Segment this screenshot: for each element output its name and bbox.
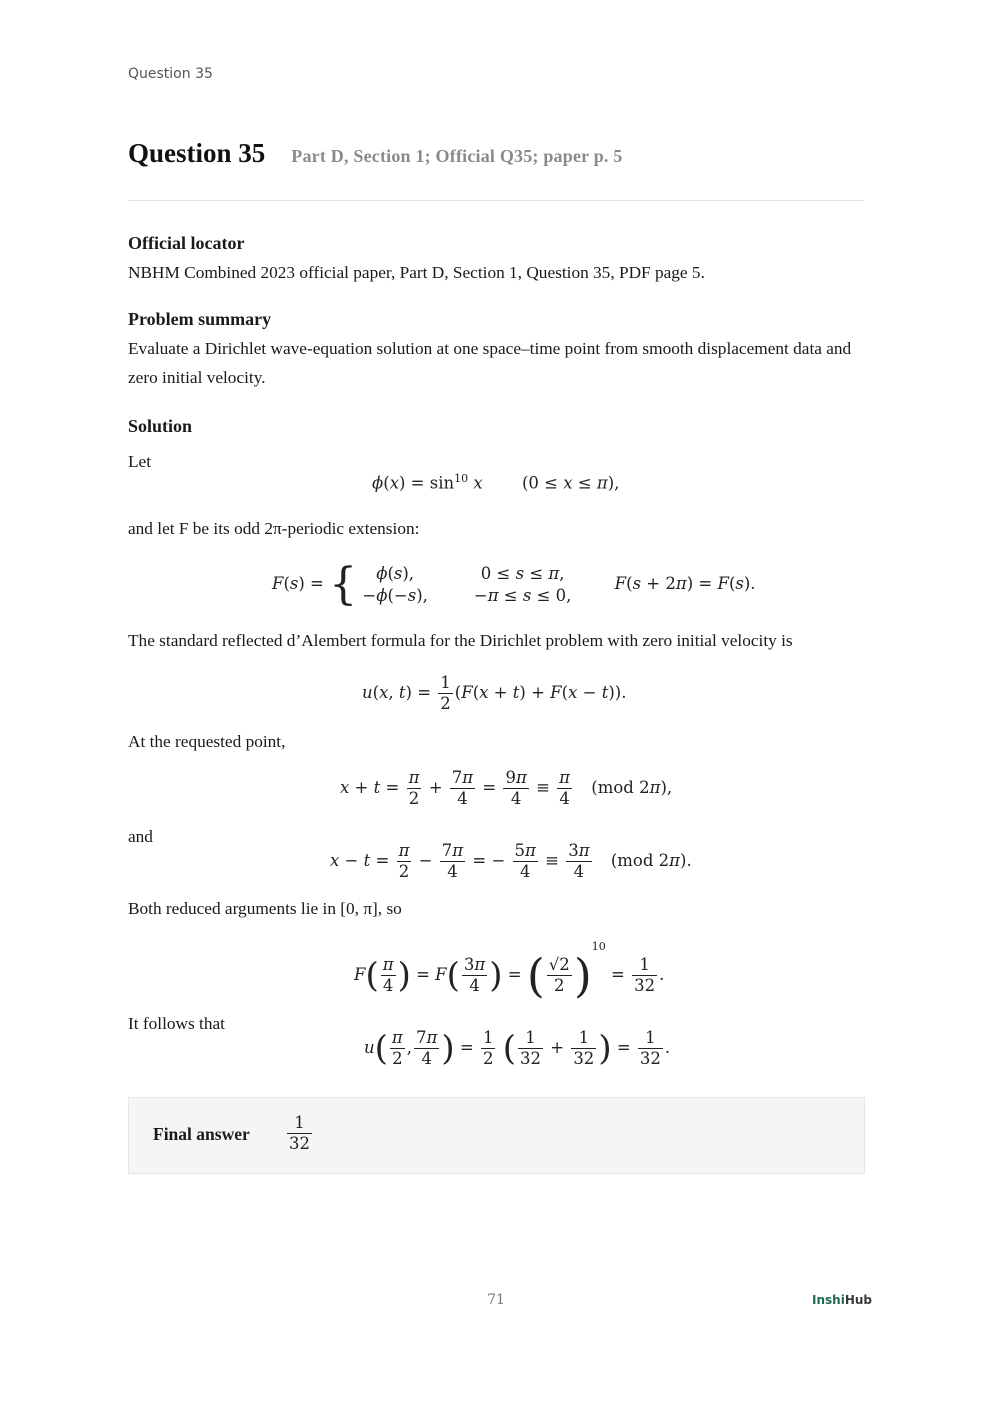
solution-let: Let xyxy=(128,452,152,471)
brand-logo xyxy=(812,1293,872,1307)
question-title xyxy=(128,138,623,169)
final-answer-denominator: 32 xyxy=(289,1134,310,1153)
final-answer-numerator: 1 xyxy=(287,1113,312,1134)
brand-logo-part-a: Inshi xyxy=(812,1293,845,1307)
title-main: Question 35 xyxy=(128,138,266,168)
solution-dalembert-text: The standard reflected d’Alembert formula for the Dirichlet problem with zero initial velocity is xyxy=(128,631,793,650)
equation-odd-extension: F(s) = { ϕ(s), 0 ≤ s ≤ π, −ϕ(−s), −π ≤ s ≤ 0, F(s + 2π) = F(s). xyxy=(272,559,756,610)
brand-logo-part-b: Hub xyxy=(844,1293,872,1307)
equation-x-plus-t: x + t = $\frac{\pi}{2}$ + $\frac{7\pi}{4}$ = $\frac{9\pi}{4}$ ≡ $\frac{\pi}{4}$ (mod 2π), xyxy=(340,768,673,808)
equation-dalembert: u(x, t) = $\frac{1}{2}$ (F(x + t) + F(x − t)). xyxy=(362,673,627,713)
final-answer-label: Final answer xyxy=(153,1124,250,1144)
locator-heading: Official locator xyxy=(128,233,245,253)
final-answer-box xyxy=(128,1097,865,1174)
summary-text: Evaluate a Dirichlet wave-equation solution at one space–time point from smooth displacement data and zero initial velocity. xyxy=(128,339,852,387)
solution-extension-text: and let F be its odd 2π-periodic extension: xyxy=(128,519,420,538)
summary-heading: Problem summary xyxy=(128,309,272,329)
solution-and-text: and xyxy=(128,827,153,846)
solution-at-point-text: At the requested point, xyxy=(128,732,286,751)
running-header: Question 35 xyxy=(128,66,213,82)
solution-follows-text: It follows that xyxy=(128,1014,225,1033)
locator-section xyxy=(128,233,864,287)
locator-text: NBHM Combined 2023 official paper, Part D, Section 1, Question 35, PDF page 5. xyxy=(128,263,705,282)
title-meta: Part D, Section 1; Official Q35; paper p. 5 xyxy=(291,146,623,166)
final-answer-value xyxy=(285,1113,314,1154)
solution-both-text: Both reduced arguments lie in [0, π], so xyxy=(128,899,402,918)
equation-F-values: F( $\frac{\pi}{4}$ ) = F( $\frac{3\pi}{4}$ ) = ( $\frac{√2}{2}$ )$^{10}$ = $\frac{1}{32}$ . xyxy=(354,940,665,1003)
equation-final-value: u( $\frac{\pi}{2}$ , $\frac{7\pi}{4}$ ) = $\frac{1}{2}$ ( $\frac{1}{32}$ + $\frac{1}{32}$ ) = $\frac{1}{32}$ . xyxy=(364,1028,671,1069)
page-number: 71 xyxy=(487,1292,505,1308)
equation-phi-definition: $\phi(x) = \sin^{10} x$ (0 ≤ x ≤ π), xyxy=(372,472,620,493)
solution-heading: Solution xyxy=(128,416,193,436)
summary-section xyxy=(128,309,864,392)
solution-heading-block xyxy=(128,416,864,437)
title-divider xyxy=(128,200,864,201)
equation-x-minus-t: x − t = $\frac{\pi}{2}$ − $\frac{7\pi}{4}$ = − $\frac{5\pi}{4}$ ≡ $\frac{3\pi}{4}$ (mod 2π). xyxy=(330,841,692,881)
